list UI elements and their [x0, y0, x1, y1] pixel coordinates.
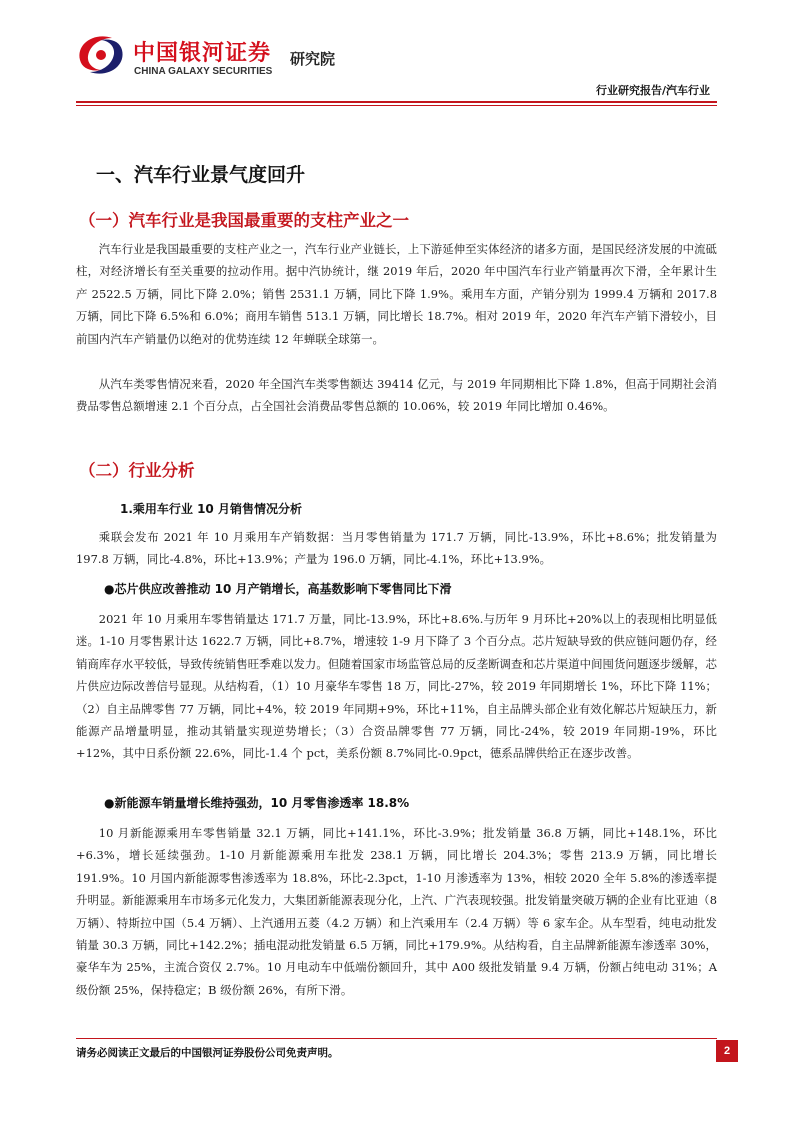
paragraph-october-data: 乘联会发布 2021 年 10 月乘用车产销数据：当月零售销量为 171.7 万辆，同比-13.9%，环比+8.6%；批发销量为 197.8 万辆，同比-4.8%，环比+13.9%；产量为 196.0 万辆，同比-4.1%，环比+13.9%。 [76, 530, 717, 566]
paragraph-industry-overview: 汽车行业是我国最重要的支柱产业之一，汽车行业产业链长，上下游延伸至实体经济的诸多方面，是国民经济发展的中流砥柱，对经济增长有至关重要的拉动作用。据中汽协统计，继 2019 年后，2020 年中国汽车行业产销量再次下滑，全年累计生产 2522.5 万辆，同比下降 2.0%；销售 2531.1 万辆，同比下降 1.9%。乘用车方面，产销分别为 1999.4 万辆和 2017.8 万辆，同比下降 6.5%和 6.0%；商用车销售 513.1 万辆，同比增长 18.7%。相对 2019 年，2020 年汽车产销下滑较小，目前国内汽车产销量仍以绝对的优势连续 12 年蝉联全球第一。 [76, 242, 717, 346]
section-heading-2: （二）行业分析 [79, 461, 195, 480]
page-number: 2 [716, 1040, 738, 1062]
department-label: 研究院 [290, 50, 336, 68]
header-divider [76, 101, 717, 103]
brand-name-cn: 中国银河证券 [133, 41, 272, 66]
galaxy-swirl-icon [72, 30, 130, 80]
chapter-heading: 一、汽车行业景气度回升 [96, 164, 306, 186]
disclaimer-note: 请务必阅读正文最后的中国银河证券股份公司免责声明。 [76, 1047, 339, 1059]
paragraph-chip-supply: 2021 年 10 月乘用车零售销量达 171.7 万量，同比-13.9%，环比+8.6%.与历年 9 月环比+20%以上的表现相比明显低迷。1-10 月零售累计达 1622.7 万辆，同比+8.7%，增速较 1-9 月下降了 3 个百分点。芯片短缺导致的供应链问题仍存，经销商库存水平较低，导致传统销售旺季难以发力。但随着国家市场监管总局的反垄断调查和芯片渠道中间囤货问题逐步缓解，芯片供应边际改善信号显现。从结构看，（1）10 月豪华车零售 18 万，同比-27%，较 2019 年同期增长 1%，环比下降 11%；（2）自主品牌零售 77 万辆，同比+4%，较 2019 年同期+9%，环比+11%，自主品牌头部企业有效化解芯片短缺压力，新能源产品增量明显，推动其销量实现逆势增长；（3）合资品牌零售 77 万辆，同比-24%，较 2019 年同期-19%，环比+12%，其中日系份额 22.6%，同比-1.4 个 pct，美系份额 8.7%同比-0.9pct，德系品牌供给正在逐步改善。 [76, 612, 717, 761]
brand-name-en: CHINA GALAXY SECURITIES [134, 66, 273, 77]
subsection-heading: 1.乘用车行业 10 月销售情况分析 [120, 502, 302, 516]
footer-divider [76, 1038, 717, 1039]
paragraph-retail-sales: 从汽车类零售情况来看，2020 年全国汽车类零售额达 39414 亿元，与 2019 年同期相比下降 1.8%，但高于同期社会消费品零售总额增速 2.1 个百分点，占全国社会消费品零售总额的 10.06%，较 2019 年同比增加 0.46%。 [76, 377, 717, 414]
bullet-heading-chip-supply: ●芯片供应改善推动 10 月产销增长，高基数影响下零售同比下滑 [104, 582, 452, 596]
bullet-heading-nev: ●新能源车销量增长维持强劲，10 月零售渗透率 18.8% [104, 796, 410, 810]
section-heading-1: （一）汽车行业是我国最重要的支柱产业之一 [79, 211, 409, 230]
header-divider-thin [76, 105, 717, 106]
report-type-label: 行业研究报告/汽车行业 [595, 84, 710, 97]
paragraph-nev-sales: 10 月新能源乘用车零售销量 32.1 万辆，同比+141.1%，环比-3.9%；批发销量 36.8 万辆，同比+148.1%，环比+6.3%，增长延续强劲。1-10 月新能源乘用车批发 238.1 万辆，同比增长 204.3%；零售 213.9 万辆，同比增长 191.9%。10 月国内新能源零售渗透率为 18.8%，环比-2.3pct，1-10 月渗透率为 13%，相较 2020 全年 5.8%的渗透率提升明显。新能源乘用车市场多元化发力，大集团新能源表现分化，上汽、广汽表现较强。批发销量突破万辆的企业有比亚迪（8 万辆）、特斯拉中国（5.4 万辆）、上汽通用五菱（4.2 万辆）和上汽乘用车（2.4 万辆）等 6 家车企。从车型看，纯电动批发销量 30.3 万辆，同比+142.2%；插电混动批发销量 6.5 万辆，同比+179.9%。从结构看，自主品牌新能源车渗透率 30%，豪华车为 25%，主流合资仅 2.7%。10 月电动车中低端份额回升，其中 A00 级批发销量 9.4 万辆，份额占纯电动 31%；A 级份额 25%，保持稳定；B 级份额 26%，有所下滑。 [76, 826, 717, 997]
